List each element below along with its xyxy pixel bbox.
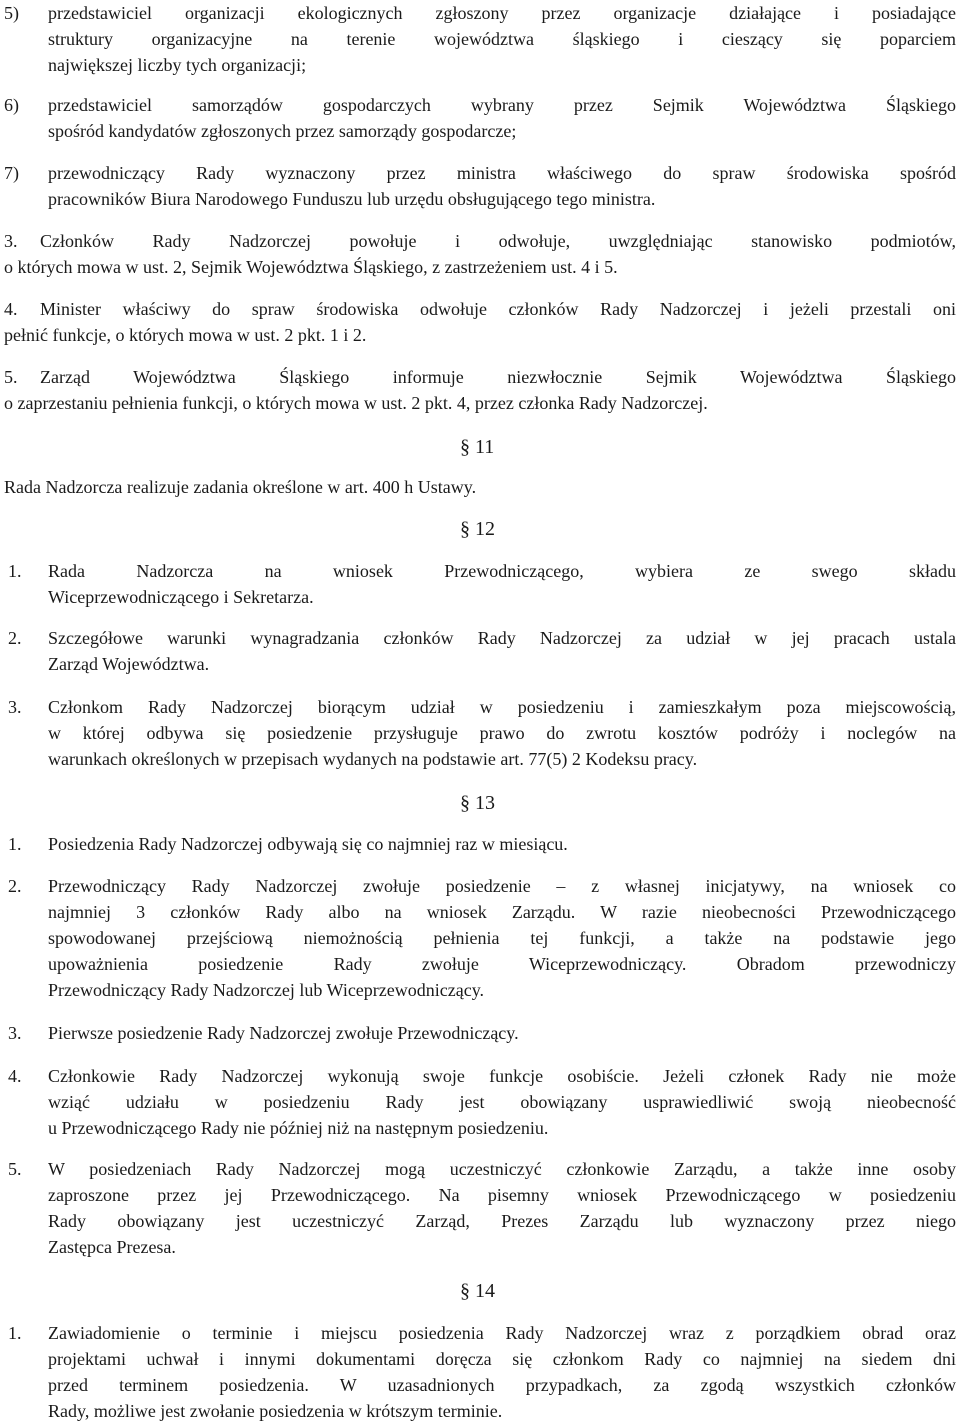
text-line: Przewodniczący Rady Nadzorczej lub Wiceprzewodniczący. bbox=[48, 980, 485, 1000]
text-line: Członkowie Rady Nadzorczej wykonują swoje funkcje osobiście. Jeżeli członek Rady nie może bbox=[48, 1066, 956, 1086]
paragraph-number: 5. bbox=[4, 367, 18, 387]
text-line: Członków Rady Nadzorczej powołuje i odwołuje, uwzględniając stanowisko podmiotów, bbox=[40, 231, 956, 251]
list-item-text bbox=[48, 625, 956, 677]
list-item-text bbox=[48, 1320, 956, 1424]
paragraph-text bbox=[40, 296, 956, 322]
text-line: projektami uchwał i innymi dokumentami doręcza się członkom Rady co najmniej na siedem dni bbox=[48, 1349, 956, 1369]
text-line: Minister właściwy do spraw środowiska odwołuje członków Rady Nadzorczej i jeżeli przestali oni bbox=[40, 299, 956, 319]
text-line: Szczegółowe warunki wynagradzania członków Rady Nadzorczej za udział w jej pracach ustala bbox=[48, 628, 956, 648]
section-heading: § 13 bbox=[460, 792, 495, 814]
paragraph-text bbox=[4, 322, 956, 348]
list-item-number: 4. bbox=[8, 1066, 22, 1086]
text-line: Zawiadomienie o terminie i miejscu posiedzenia Rady Nadzorczej wraz z porządkiem obrad oraz bbox=[48, 1323, 956, 1343]
list-item-number: 7) bbox=[4, 163, 19, 183]
list-item-text bbox=[48, 92, 956, 144]
list-item-number: 2. bbox=[8, 876, 22, 896]
text-line: przedstawiciel organizacji ekologicznych zgłoszony przez organizacje działające i posiadające bbox=[48, 3, 956, 23]
text-line: Pierwsze posiedzenie Rady Nadzorczej zwołuje Przewodniczący. bbox=[48, 1023, 519, 1043]
text-line: Posiedzenia Rady Nadzorczej odbywają się co najmniej raz w miesiącu. bbox=[48, 834, 568, 854]
text-line: Rady, możliwe jest zwołanie posiedzenia w krótszym terminie. bbox=[48, 1401, 503, 1421]
list-item-number: 3. bbox=[8, 1023, 22, 1043]
list-item-number: 1. bbox=[8, 561, 22, 581]
list-item-number: 2. bbox=[8, 628, 22, 648]
text-line: spośród kandydatów zgłoszonych przez samorządy gospodarcze; bbox=[48, 121, 517, 141]
text-line: Członkom Rady Nadzorczej biorącym udział w posiedzeniu i zamieszkałym poza miejscowością, bbox=[48, 697, 956, 717]
section-heading: § 14 bbox=[460, 1280, 495, 1302]
text-line: Rada Nadzorcza na wniosek Przewodniczącego, wybiera ze swego składu bbox=[48, 561, 956, 581]
list-item-text bbox=[48, 694, 956, 772]
list-item-number: 1. bbox=[8, 834, 22, 854]
section-heading: § 11 bbox=[460, 436, 495, 458]
text-line: najmniej 3 członków Rady albo na wniosek Zarządu. W razie nieobecności Przewodniczącego bbox=[48, 902, 956, 922]
list-item-number: 5) bbox=[4, 3, 19, 23]
list-item-text bbox=[48, 1063, 956, 1141]
paragraph-text bbox=[4, 254, 956, 280]
text-line: Wiceprzewodniczącego i Sekretarza. bbox=[48, 587, 314, 607]
text-line: Rada Nadzorcza realizuje zadania określone w art. 400 h Ustawy. bbox=[4, 477, 477, 497]
list-item-text bbox=[48, 1020, 956, 1046]
text-line: w której odbywa się posiedzenie przysługuje prawo do zwrotu kosztów podróży i noclegów na bbox=[48, 723, 956, 743]
text-line: spowodowanej przejściową niemożnością pełnienia tej funkcji, a także na podstawie jego bbox=[48, 928, 956, 948]
text-line: upoważnienia posiedzenie Rady zwołuje Wiceprzewodniczący. Obradom przewodniczy bbox=[48, 954, 956, 974]
list-item-text bbox=[48, 1156, 956, 1260]
text-line: przedstawiciel samorządów gospodarczych wybrany przez Sejmik Województwa Śląskiego bbox=[48, 95, 956, 115]
text-line: wziąć udziału w posiedzeniu Rady jest obowiązany usprawiedliwić swoją nieobecność bbox=[48, 1092, 956, 1112]
list-item-text bbox=[48, 558, 956, 610]
list-item-text bbox=[48, 831, 956, 857]
list-item-number: 6) bbox=[4, 95, 19, 115]
text-line: pracowników Biura Narodowego Funduszu lub urzędu obsługującego tego ministra. bbox=[48, 189, 656, 209]
list-item-number: 5. bbox=[8, 1159, 22, 1179]
text-line: Zastępca Prezesa. bbox=[48, 1237, 176, 1257]
text-line: u Przewodniczącego Rady nie później niż na następnym posiedzeniu. bbox=[48, 1118, 549, 1138]
text-line: W posiedzeniach Rady Nadzorczej mogą uczestniczyć członkowie Zarządu, a także inne osoby bbox=[48, 1159, 956, 1179]
text-line: Zarząd Województwa. bbox=[48, 654, 210, 674]
text-line: o zaprzestaniu pełnienia funkcji, o których mowa w ust. 2 pkt. 4, przez członka Rady Nadzorczej. bbox=[4, 393, 708, 413]
text-line: pełnić funkcje, o których mowa w ust. 2 pkt. 1 i 2. bbox=[4, 325, 367, 345]
text-line: Przewodniczący Rady Nadzorczej zwołuje posiedzenie – z własnej inicjatywy, na wniosek co bbox=[48, 876, 956, 896]
text-line: struktury organizacyjne na terenie województwa śląskiego i cieszący się poparciem bbox=[48, 29, 956, 49]
text-line: o których mowa w ust. 2, Sejmik Województwa Śląskiego, z zastrzeżeniem ust. 4 i 5. bbox=[4, 257, 618, 277]
text-line: Zarząd Województwa Śląskiego informuje niezwłocznie Sejmik Województwa Śląskiego bbox=[40, 367, 956, 387]
list-item-number: 1. bbox=[8, 1323, 22, 1343]
paragraph-number: 3. bbox=[4, 231, 18, 251]
text-line: Rady obowiązany jest uczestniczyć Zarząd, Prezes Zarządu lub wyznaczony przez niego bbox=[48, 1211, 956, 1231]
paragraph-text bbox=[40, 364, 956, 390]
list-item-text bbox=[48, 160, 956, 212]
text-line: warunkach określonych w przepisach wydanych na podstawie art. 77(5) 2 Kodeksu pracy. bbox=[48, 749, 698, 769]
section-text bbox=[4, 474, 956, 500]
list-item-text bbox=[48, 0, 956, 78]
text-line: zaproszone przez jej Przewodniczącego. Na pisemny wniosek Przewodniczącego w posiedzeniu bbox=[48, 1185, 956, 1205]
paragraph-text bbox=[4, 390, 956, 416]
text-line: przewodniczący Rady wyznaczony przez ministra właściwego do spraw środowiska spośród bbox=[48, 163, 956, 183]
section-heading: § 12 bbox=[460, 518, 495, 540]
list-item-text bbox=[48, 873, 956, 1003]
paragraph-text bbox=[40, 228, 956, 254]
text-line: największej liczby tych organizacji; bbox=[48, 55, 307, 75]
list-item-number: 3. bbox=[8, 697, 22, 717]
text-line: przed terminem posiedzenia. W uzasadnionych przypadkach, za zgodą wszystkich członków bbox=[48, 1375, 956, 1395]
paragraph-number: 4. bbox=[4, 299, 18, 319]
